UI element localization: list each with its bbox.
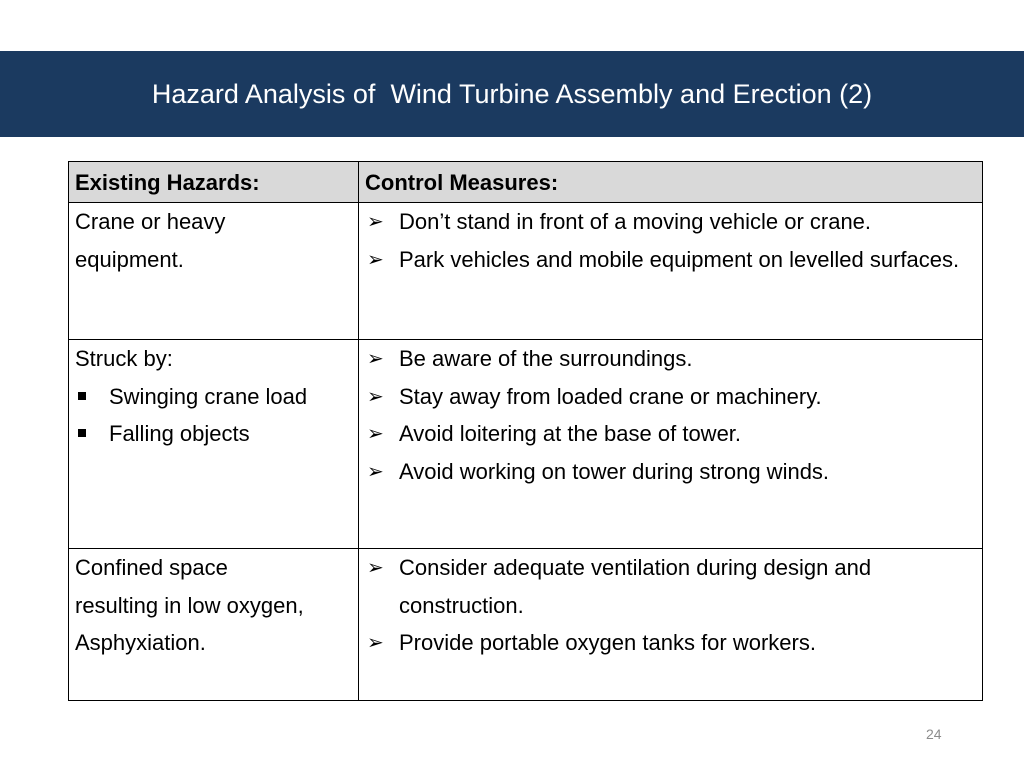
control-text: Don’t stand in front of a moving vehicle or crane. bbox=[399, 209, 872, 234]
square-bullet-icon bbox=[78, 429, 86, 437]
table-row bbox=[69, 340, 983, 549]
hazard-bullet-text: Swinging crane load bbox=[109, 383, 308, 409]
list-item bbox=[365, 203, 976, 241]
hazard-text: Crane or heavy bbox=[75, 209, 226, 234]
hazard-text: Asphyxiation. bbox=[75, 630, 206, 655]
hazard-cell bbox=[69, 549, 359, 701]
controls-list bbox=[365, 549, 976, 662]
arrow-bullet-icon: ➢ bbox=[367, 630, 384, 654]
table-row bbox=[69, 549, 983, 701]
hazard-text: Confined space bbox=[75, 555, 228, 580]
hazard-text: Struck by: bbox=[75, 346, 173, 371]
page-number: 24 bbox=[926, 726, 942, 742]
control-text: Consider adequate ventilation during design and construction. bbox=[399, 555, 872, 618]
hazard-bullet-text: Falling objects bbox=[109, 421, 250, 446]
list-item bbox=[75, 378, 352, 416]
hazard-text: resulting in low oxygen, bbox=[75, 592, 304, 618]
list-item bbox=[365, 624, 976, 662]
title-bar bbox=[0, 51, 1024, 137]
control-text: Be aware of the surroundings. bbox=[399, 346, 693, 371]
list-item bbox=[365, 549, 976, 624]
hazard-bullet-list bbox=[75, 378, 352, 453]
square-bullet-icon bbox=[78, 392, 86, 400]
list-item bbox=[365, 378, 976, 416]
header-existing-hazards: Existing Hazards: bbox=[69, 162, 359, 203]
arrow-bullet-icon: ➢ bbox=[367, 209, 384, 233]
table-row bbox=[69, 203, 983, 340]
list-item bbox=[365, 415, 976, 453]
control-text: Avoid loitering at the base of tower. bbox=[399, 421, 742, 446]
hazard-text: equipment. bbox=[75, 246, 184, 272]
control-text: Avoid working on tower during strong winds. bbox=[399, 458, 830, 484]
controls-cell bbox=[359, 340, 983, 549]
arrow-bullet-icon: ➢ bbox=[367, 383, 384, 408]
hazard-table bbox=[68, 161, 983, 701]
header-row bbox=[69, 162, 983, 203]
arrow-bullet-icon: ➢ bbox=[367, 421, 384, 445]
arrow-bullet-icon: ➢ bbox=[367, 246, 384, 271]
controls-list bbox=[365, 340, 976, 490]
arrow-bullet-icon: ➢ bbox=[367, 555, 384, 579]
list-item bbox=[365, 453, 976, 491]
hazard-cell bbox=[69, 203, 359, 340]
list-item bbox=[75, 415, 352, 453]
controls-list bbox=[365, 203, 976, 278]
control-text: Stay away from loaded crane or machinery. bbox=[399, 383, 822, 409]
arrow-bullet-icon: ➢ bbox=[367, 346, 384, 370]
control-text: Provide portable oxygen tanks for workers. bbox=[399, 630, 816, 655]
control-text: Park vehicles and mobile equipment on levelled surfaces. bbox=[399, 246, 960, 272]
hazard-cell bbox=[69, 340, 359, 549]
controls-cell bbox=[359, 203, 983, 340]
arrow-bullet-icon: ➢ bbox=[367, 458, 384, 483]
list-item bbox=[365, 241, 976, 279]
header-control-measures: Control Measures: bbox=[359, 162, 983, 203]
controls-cell bbox=[359, 549, 983, 701]
slide-title: Hazard Analysis of Wind Turbine Assembly and Erection (2) bbox=[151, 78, 873, 109]
list-item bbox=[365, 340, 976, 378]
